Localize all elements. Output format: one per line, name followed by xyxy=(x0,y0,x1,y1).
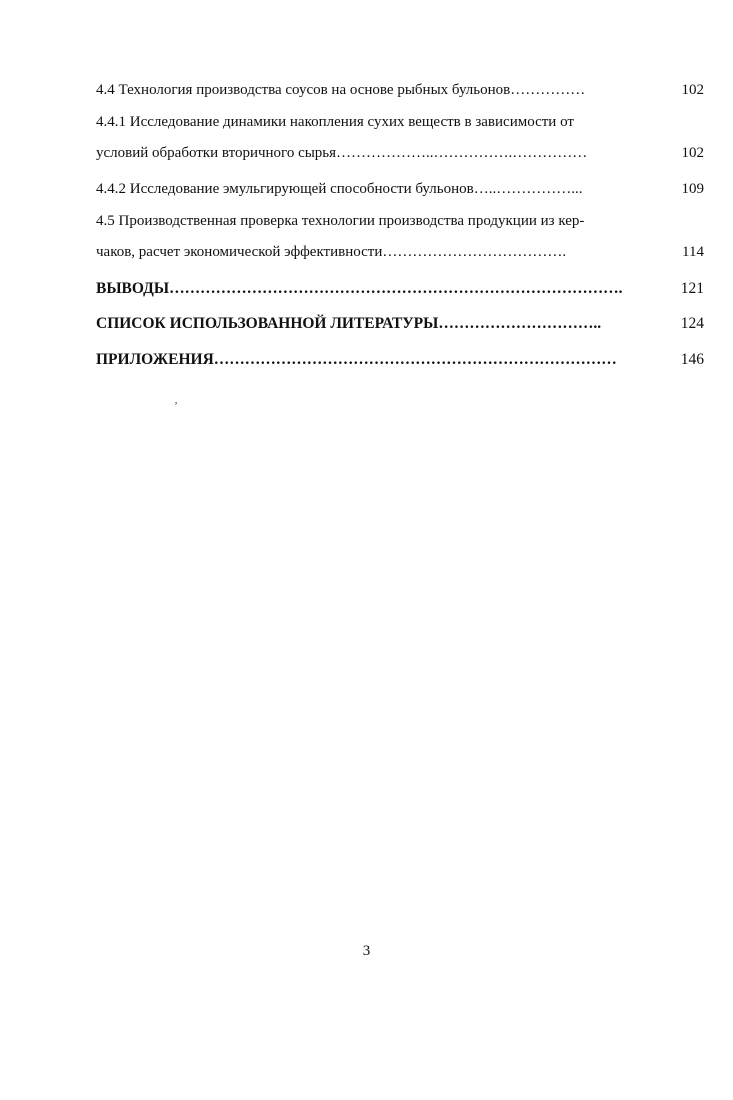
toc-entry-page: 124 xyxy=(680,315,704,332)
toc-entry xyxy=(96,179,704,199)
toc-entry-text: чаков, расчет экономической эффективности………………………………. xyxy=(96,244,567,260)
toc-entry-text: СПИСОК ИСПОЛЬЗОВАННОЙ ЛИТЕРАТУРЫ………………………….. xyxy=(96,315,602,332)
toc-entry-page: 109 xyxy=(681,181,704,197)
toc-entry xyxy=(96,80,704,100)
toc-entry-references xyxy=(96,314,704,334)
toc-entry-conclusions xyxy=(96,279,704,299)
toc-entry xyxy=(96,242,704,262)
toc-entry-text: ПРИЛОЖЕНИЯ…………………………………………………………………… xyxy=(96,351,617,368)
toc-entry-text: 4.4 Технология производства соусов на основе рыбных бульонов…………… xyxy=(96,82,586,98)
toc-entry-page: 121 xyxy=(680,280,704,297)
page-number: 3 xyxy=(362,943,371,959)
toc-entry-page: 102 xyxy=(681,145,704,161)
toc-entry xyxy=(96,211,704,231)
toc-entry xyxy=(96,143,704,163)
toc-entry-text: 4.5 Производственная проверка технологии производства продукции из кер- xyxy=(96,213,585,229)
toc-entry-text: 4.4.1 Исследование динамики накопления сухих веществ в зависимости от xyxy=(96,114,574,130)
toc-entry-appendices xyxy=(96,350,704,370)
toc-entry-page: 102 xyxy=(681,82,704,98)
toc-entry xyxy=(96,112,704,132)
stray-mark: ‚ xyxy=(174,392,178,406)
toc-entry-page: 114 xyxy=(682,244,704,260)
toc-entry-text: ВЫВОДЫ……………………………………………………………………………. xyxy=(96,280,623,297)
toc-entry-text: условий обработки вторичного сырья………………..…………….…………… xyxy=(96,145,588,161)
toc-entry-page: 146 xyxy=(680,351,704,368)
toc-entry-text: 4.4.2 Исследование эмульгирующей способности бульонов…..……………... xyxy=(96,181,583,197)
